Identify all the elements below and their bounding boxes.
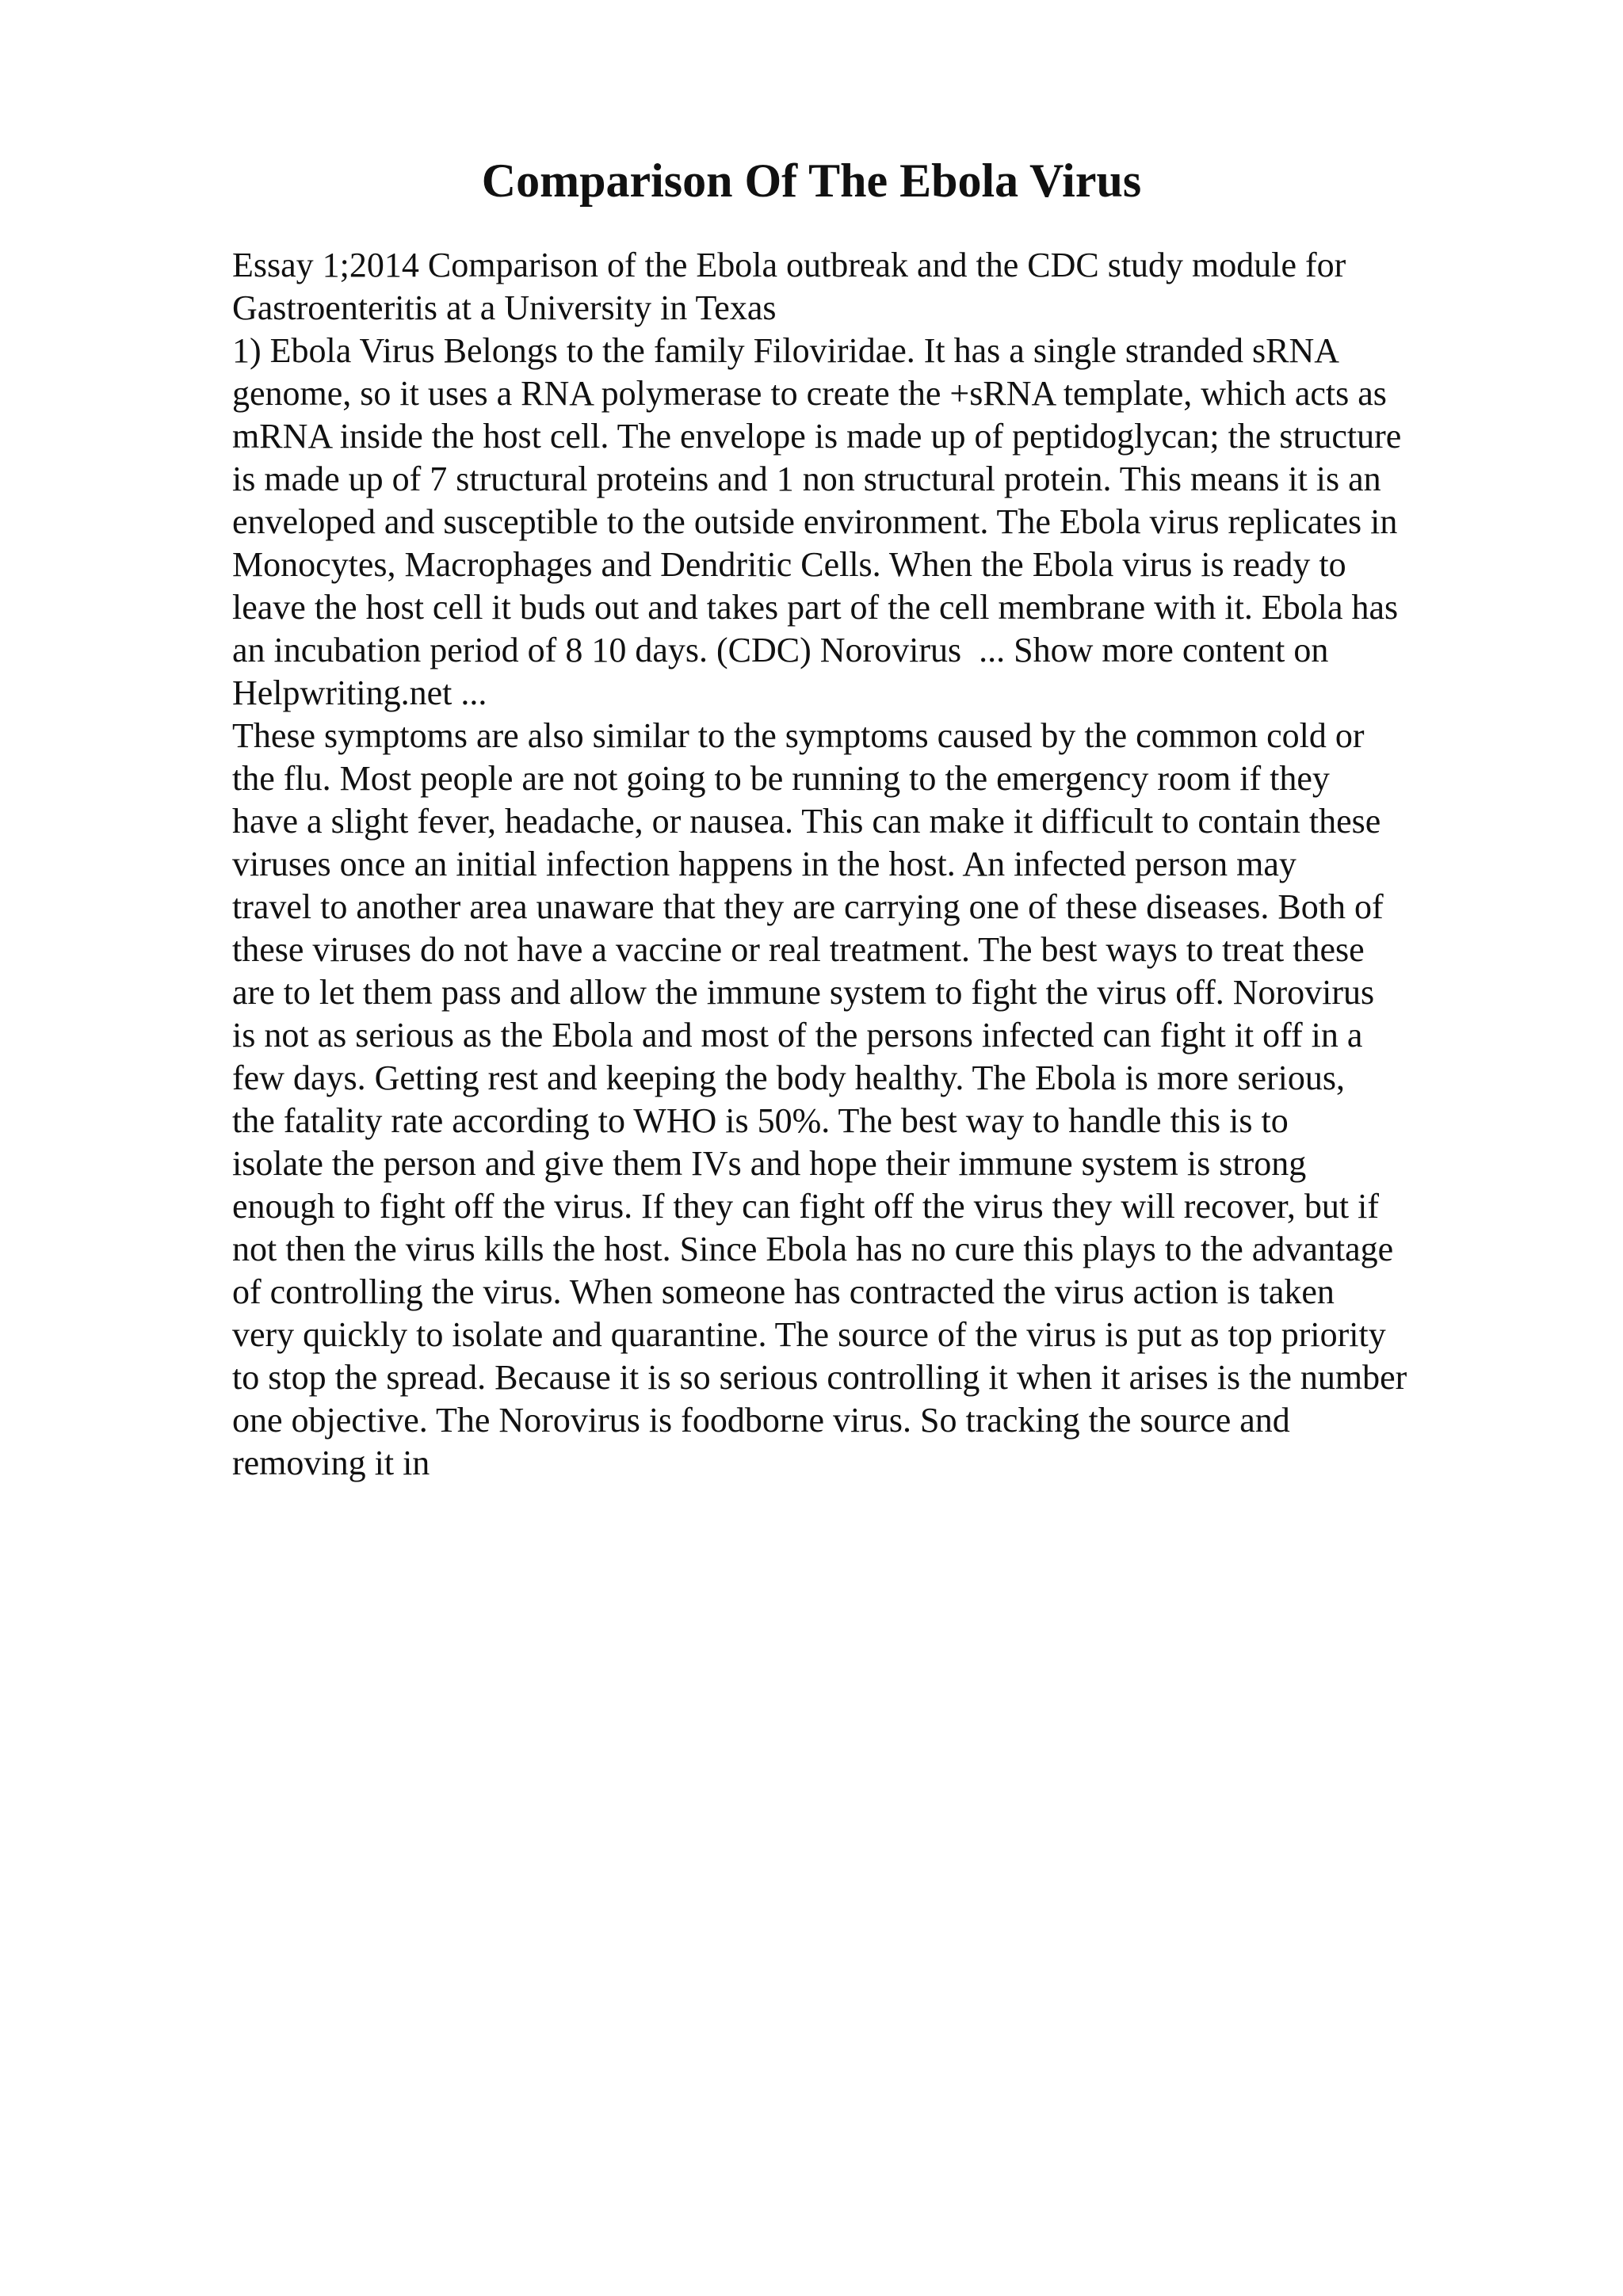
text-line: genome, so it uses a RNA polymerase to create the +sRNA template, which acts as	[232, 374, 1387, 413]
text-line: is not as serious as the Ebola and most of the persons infected can fight it off in a	[232, 1016, 1363, 1055]
text-line: enveloped and susceptible to the outside environment. The Ebola virus replicates in	[232, 502, 1398, 541]
text-line: enough to fight off the virus. If they can fight off the virus they will recover, but if	[232, 1187, 1380, 1226]
text-line: very quickly to isolate and quarantine. The source of the virus is put as top priority	[232, 1315, 1386, 1354]
text-line: Gastroenteritis at a University in Texas	[232, 288, 777, 327]
essay-body	[232, 244, 1500, 1485]
text-line: to stop the spread. Because it is so serious controlling it when it arises is the number	[232, 1358, 1407, 1397]
text-line: the flu. Most people are not going to be running to the emergency room if they	[232, 759, 1330, 798]
text-line: leave the host cell it buds out and takes part of the cell membrane with it. Ebola has	[232, 588, 1399, 627]
text-line: an incubation period of 8 10 days. (CDC) Norovirus ... Show more content on	[232, 631, 1329, 669]
text-line: Helpwriting.net ...	[232, 673, 487, 712]
text-line: isolate the person and give them IVs and hope their immune system is strong	[232, 1144, 1307, 1183]
text-line: viruses once an initial infection happens in the host. An infected person may	[232, 845, 1296, 883]
text-line: few days. Getting rest and keeping the body healthy. The Ebola is more serious,	[232, 1058, 1345, 1097]
text-line: of controlling the virus. When someone has contracted the virus action is taken	[232, 1272, 1335, 1311]
text-line: are to let them pass and allow the immune system to fight the virus off. Norovirus	[232, 973, 1375, 1012]
text-line: travel to another area unaware that they are carrying one of these diseases. Both of	[232, 887, 1384, 926]
page-title: Comparison Of The Ebola Virus	[481, 154, 1142, 207]
text-line: one objective. The Norovirus is foodborne virus. So tracking the source and	[232, 1401, 1290, 1440]
text-line: is made up of 7 structural proteins and 1 non structural protein. This means it is an	[232, 460, 1381, 498]
text-line: have a slight fever, headache, or nausea. This can make it difficult to contain these	[232, 802, 1381, 841]
text-line: Essay 1;2014 Comparison of the Ebola outbreak and the CDC study module for	[232, 246, 1346, 284]
text-line: not then the virus kills the host. Since Ebola has no cure this plays to the advantage	[232, 1230, 1394, 1268]
text-line: Monocytes, Macrophages and Dendritic Cells. When the Ebola virus is ready to	[232, 545, 1346, 584]
text-line: mRNA inside the host cell. The envelope is made up of peptidoglycan; the structure	[232, 417, 1402, 456]
text-line: These symptoms are also similar to the symptoms caused by the common cold or	[232, 716, 1365, 755]
text-line: the fatality rate according to WHO is 50%. The best way to handle this is to	[232, 1101, 1289, 1140]
text-line: removing it in	[232, 1444, 430, 1482]
text-line: these viruses do not have a vaccine or real treatment. The best ways to treat these	[232, 930, 1365, 969]
text-line: 1) Ebola Virus Belongs to the family Filoviridae. It has a single stranded sRNA	[232, 331, 1339, 370]
